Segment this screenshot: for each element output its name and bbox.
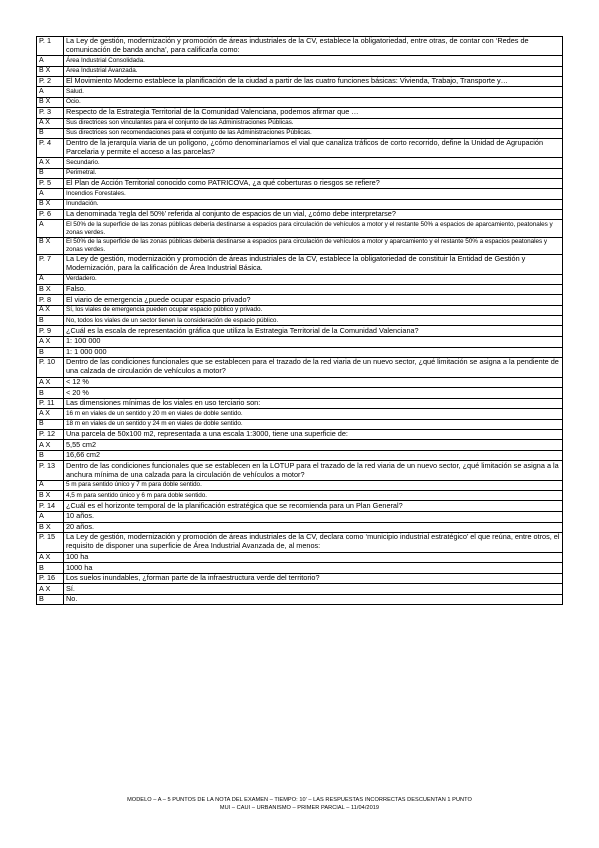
answer-option-text: 1000 ha bbox=[64, 563, 563, 574]
question-number: P. 4 bbox=[37, 138, 64, 157]
answer-row bbox=[37, 168, 563, 178]
answer-row bbox=[37, 584, 563, 595]
answer-option-text: 100 ha bbox=[64, 552, 563, 563]
question-table bbox=[36, 36, 563, 605]
footer-line-2: MUI – CAUI – URBANISMO – PRIMER PARCIAL – 11/04/2019 bbox=[219, 805, 380, 812]
question-number: P. 12 bbox=[37, 429, 64, 440]
answer-option-label: A X bbox=[37, 409, 64, 419]
question-row bbox=[37, 295, 563, 306]
answer-option-label: A X bbox=[37, 377, 64, 388]
answer-row bbox=[37, 440, 563, 451]
question-text: La Ley de gestión, modernización y promoción de áreas industriales de la CV, establece la obligatoriedad, entre otras, de contar con ‘Redes de comunicación de banda ancha’, para calificarla como: bbox=[64, 37, 563, 56]
answer-option-label: B bbox=[37, 594, 64, 605]
answer-row bbox=[37, 97, 563, 107]
answer-option-label: B X bbox=[37, 66, 64, 76]
answer-row bbox=[37, 522, 563, 533]
question-text: Una parcela de 50x100 m2, representada a una escala 1:3000, tiene una superficie de: bbox=[64, 429, 563, 440]
answer-option-label: A bbox=[37, 220, 64, 237]
answer-option-label: B bbox=[37, 347, 64, 358]
answer-row bbox=[37, 316, 563, 326]
answer-option-label: A X bbox=[37, 158, 64, 168]
question-text: ¿Cuál es el horizonte temporal de la planificación estratégica que se recomienda para un Plan General? bbox=[64, 501, 563, 512]
answer-option-label: A X bbox=[37, 440, 64, 451]
question-number: P. 8 bbox=[37, 295, 64, 306]
answer-row bbox=[37, 305, 563, 315]
question-row bbox=[37, 501, 563, 512]
answer-row bbox=[37, 274, 563, 284]
answer-row bbox=[37, 511, 563, 522]
question-number: P. 1 bbox=[37, 37, 64, 56]
question-number: P. 2 bbox=[37, 76, 64, 87]
answer-option-text: Sí. bbox=[64, 584, 563, 595]
answer-option-text: Sí, los viales de emergencia pueden ocupar espacio público y privado. bbox=[64, 305, 563, 315]
answer-option-text: No. bbox=[64, 594, 563, 605]
answer-option-text: Secundario. bbox=[64, 158, 563, 168]
answer-option-label: A bbox=[37, 274, 64, 284]
answer-option-label: B bbox=[37, 316, 64, 326]
question-text: La Ley de gestión, modernización y promoción de áreas industriales de la CV, declara como ‘municipio industrial estratégico’ el que reúna, entre otros, el requisito de disponer una superficie de Área Industrial Avanzada de, al menos: bbox=[64, 533, 563, 552]
answer-option-text: 20 años. bbox=[64, 522, 563, 533]
question-number: P. 6 bbox=[37, 209, 64, 220]
answer-row bbox=[37, 56, 563, 66]
question-text: La denominada ‘regla del 50%’ referida al conjunto de espacios de un vial, ¿cómo debe interpretarse? bbox=[64, 209, 563, 220]
question-text: El Plan de Acción Territorial conocido como PATRICOVA, ¿a qué coberturas o riesgos se refiere? bbox=[64, 178, 563, 189]
question-table-body bbox=[37, 37, 563, 605]
answer-option-text: 5 m para sentido único y 7 m para doble sentido. bbox=[64, 480, 563, 490]
answer-option-label: B bbox=[37, 419, 64, 429]
answer-option-label: B bbox=[37, 388, 64, 399]
answer-row bbox=[37, 220, 563, 237]
question-number: P. 10 bbox=[37, 358, 64, 377]
answer-option-text: 10 años. bbox=[64, 511, 563, 522]
answer-option-text: < 20 % bbox=[64, 388, 563, 399]
answer-option-text: Sus directrices son recomendaciones para el conjunto de las Administraciones Públicas. bbox=[64, 128, 563, 138]
question-number: P. 13 bbox=[37, 461, 64, 480]
answer-option-text: Inundación. bbox=[64, 199, 563, 209]
answer-row bbox=[37, 552, 563, 563]
answer-row bbox=[37, 158, 563, 168]
question-row bbox=[37, 76, 563, 87]
answer-option-label: B X bbox=[37, 491, 64, 501]
answer-option-text: Incendios Forestales. bbox=[64, 189, 563, 199]
answer-row bbox=[37, 128, 563, 138]
question-row bbox=[37, 533, 563, 552]
question-row bbox=[37, 37, 563, 56]
question-number: P. 16 bbox=[37, 573, 64, 584]
question-number: P. 15 bbox=[37, 533, 64, 552]
answer-option-text: 1: 100 000 bbox=[64, 336, 563, 347]
answer-row bbox=[37, 419, 563, 429]
answer-option-label: B X bbox=[37, 237, 64, 254]
answer-row bbox=[37, 594, 563, 605]
question-text: ¿Cuál es la escala de representación gráfica que utiliza la Estrategia Territorial de la Comunidad Valenciana? bbox=[64, 326, 563, 337]
question-number: P. 9 bbox=[37, 326, 64, 337]
question-row bbox=[37, 178, 563, 189]
question-text: El viario de emergencia ¿puede ocupar espacio privado? bbox=[64, 295, 563, 306]
question-text: Los suelos inundables, ¿forman parte de la infraestructura verde del territorio? bbox=[64, 573, 563, 584]
answer-option-text: El 50% de la superficie de las zonas públicas debería destinarse a espacios para circulación de vehículos a motor y el restante 50% a espacios de aparcamiento, peatonales y zonas verdes. bbox=[64, 220, 563, 237]
question-row bbox=[37, 398, 563, 409]
question-number: P. 14 bbox=[37, 501, 64, 512]
answer-option-label: B bbox=[37, 128, 64, 138]
answer-option-text: 16 m en viales de un sentido y 20 m en viales de doble sentido. bbox=[64, 409, 563, 419]
question-row bbox=[37, 429, 563, 440]
answer-option-label: A X bbox=[37, 305, 64, 315]
question-text: Dentro de la jerarquía viaria de un polígono, ¿cómo denominaríamos el vial que canaliza tráficos de corto recorrido, define la Unidad de Agrupación Parcelaria y permite el acceso a las parcelas? bbox=[64, 138, 563, 157]
answer-row bbox=[37, 377, 563, 388]
question-text: Respecto de la Estrategia Territorial de la Comunidad Valenciana, podemos afirmar que … bbox=[64, 107, 563, 118]
answer-option-label: A X bbox=[37, 336, 64, 347]
answer-option-text: 5,55 cm2 bbox=[64, 440, 563, 451]
question-row bbox=[37, 326, 563, 337]
answer-option-label: B X bbox=[37, 97, 64, 107]
answer-option-label: B X bbox=[37, 522, 64, 533]
answer-row bbox=[37, 409, 563, 419]
footer-line-1: MODELO – A – 5 PUNTOS DE LA NOTA DEL EXAMEN – TIEMPO: 10’ – LAS RESPUESTAS INCORRECTAS DESCUENTAN 1 PUNTO bbox=[127, 797, 472, 803]
answer-row bbox=[37, 199, 563, 209]
question-row bbox=[37, 358, 563, 377]
answer-row bbox=[37, 87, 563, 97]
answer-option-text: 18 m en viales de un sentido y 24 m en viales de doble sentido. bbox=[64, 419, 563, 429]
answer-row bbox=[37, 336, 563, 347]
answer-option-text: Área Industrial Consolidada. bbox=[64, 56, 563, 66]
answer-row bbox=[37, 66, 563, 76]
answer-row bbox=[37, 388, 563, 399]
answer-option-label: A bbox=[37, 56, 64, 66]
answer-row bbox=[37, 450, 563, 461]
answer-option-text: Verdadero. bbox=[64, 274, 563, 284]
answer-row bbox=[37, 563, 563, 574]
answer-option-text: Perimetral. bbox=[64, 168, 563, 178]
answer-option-label: B X bbox=[37, 284, 64, 295]
answer-option-text: Salud. bbox=[64, 87, 563, 97]
question-text: Dentro de las condiciones funcionales que se establecen en la LOTUP para el trazado de la red viaria de un nuevo sector, ¿qué limitación se asigna a la anchura mínima de una calzada para la circulación de vehículos a motor? bbox=[64, 461, 563, 480]
answer-row bbox=[37, 480, 563, 490]
answer-option-text: 16,66 cm2 bbox=[64, 450, 563, 461]
answer-option-text: < 12 % bbox=[64, 377, 563, 388]
answer-option-label: A X bbox=[37, 584, 64, 595]
question-row bbox=[37, 209, 563, 220]
answer-row bbox=[37, 491, 563, 501]
page-footer bbox=[0, 796, 599, 812]
answer-row bbox=[37, 189, 563, 199]
answer-option-text: Ocio. bbox=[64, 97, 563, 107]
question-number: P. 5 bbox=[37, 178, 64, 189]
question-text: El Movimiento Moderno establece la planificación de la ciudad a partir de las cuatro funciones básicas: Vivienda, Trabajo, Transporte y… bbox=[64, 76, 563, 87]
answer-option-text: 4,5 m para sentido único y 6 m para doble sentido. bbox=[64, 491, 563, 501]
question-text: Dentro de las condiciones funcionales que se establecen para el trazado de la red viaria de un nuevo sector, ¿qué limitación se asigna a la pendiente de una calzada de circulación de vehículos a motor? bbox=[64, 358, 563, 377]
question-text: Las dimensiones mínimas de los viales en uso terciario son: bbox=[64, 398, 563, 409]
question-row bbox=[37, 138, 563, 157]
answer-option-text: Área Industrial Avanzada. bbox=[64, 66, 563, 76]
answer-option-label: B bbox=[37, 563, 64, 574]
answer-option-label: B bbox=[37, 450, 64, 461]
answer-option-label: A X bbox=[37, 118, 64, 128]
answer-option-label: A bbox=[37, 511, 64, 522]
answer-row bbox=[37, 347, 563, 358]
question-row bbox=[37, 107, 563, 118]
answer-option-label: A bbox=[37, 480, 64, 490]
answer-row bbox=[37, 237, 563, 254]
question-row bbox=[37, 255, 563, 274]
answer-option-text: 1: 1 000 000 bbox=[64, 347, 563, 358]
question-row bbox=[37, 461, 563, 480]
answer-option-text: No, todos los viales de un sector tienen la consideración de espacio público. bbox=[64, 316, 563, 326]
question-row bbox=[37, 573, 563, 584]
question-number: P. 3 bbox=[37, 107, 64, 118]
answer-row bbox=[37, 284, 563, 295]
exam-sheet bbox=[36, 36, 563, 605]
answer-option-label: B bbox=[37, 168, 64, 178]
question-text: La Ley de gestión, modernización y promoción de áreas industriales de la CV, establece la obligatoriedad de constituir la Entidad de Gestión y Modernización, para la calificación de Área Industrial Básica. bbox=[64, 255, 563, 274]
answer-option-label: A bbox=[37, 87, 64, 97]
answer-option-label: B X bbox=[37, 199, 64, 209]
answer-option-text: Sus directrices son vinculantes para el conjunto de las Administraciones Públicas. bbox=[64, 118, 563, 128]
answer-option-label: A X bbox=[37, 552, 64, 563]
question-number: P. 11 bbox=[37, 398, 64, 409]
answer-option-text: El 50% de la superficie de las zonas públicas debería destinarse a espacios para circulación de vehículos a motor y aparcamiento y el restante 50% a espacios peatonales y zonas verdes. bbox=[64, 237, 563, 254]
answer-option-text: Falso. bbox=[64, 284, 563, 295]
answer-row bbox=[37, 118, 563, 128]
answer-option-label: A bbox=[37, 189, 64, 199]
question-number: P. 7 bbox=[37, 255, 64, 274]
